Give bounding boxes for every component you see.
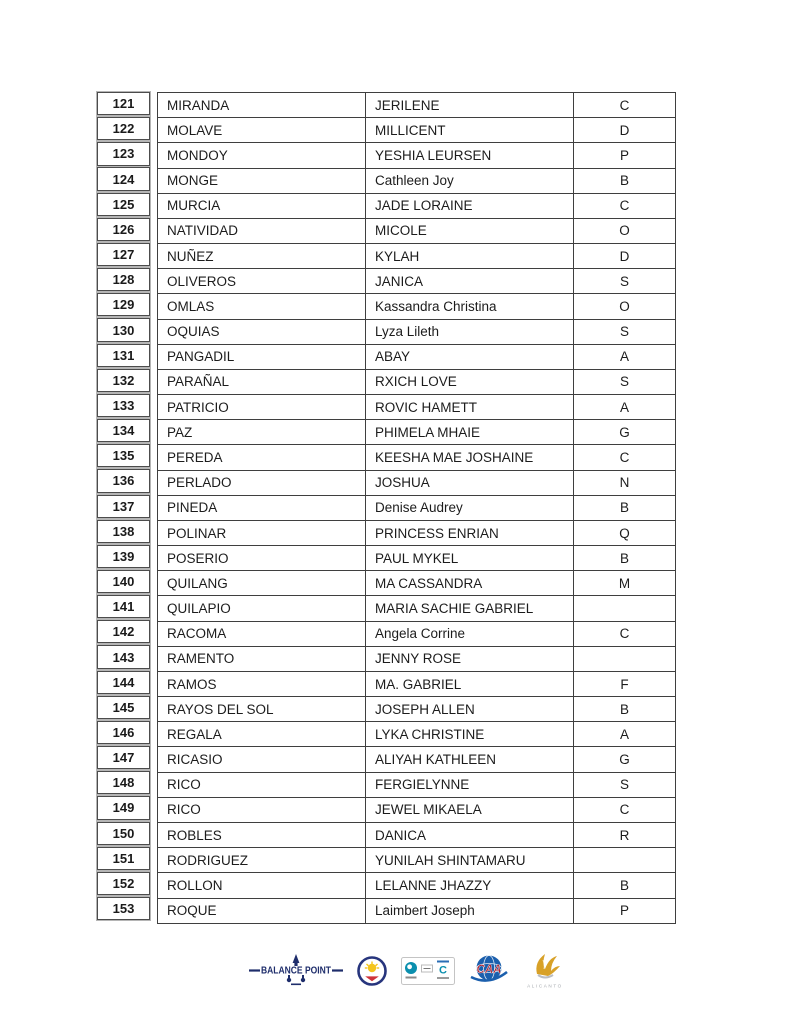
middle-initial-cell: S bbox=[574, 269, 676, 294]
first-name-cell: ALIYAH KATHLEEN bbox=[366, 747, 574, 772]
surname-cell: MURCIA bbox=[158, 193, 366, 218]
table-row bbox=[158, 168, 676, 193]
row-number: 132 bbox=[112, 372, 135, 388]
middle-initial-cell: F bbox=[574, 671, 676, 696]
student-roster bbox=[97, 92, 676, 924]
surname-cell: OMLAS bbox=[158, 294, 366, 319]
row-number: 128 bbox=[112, 272, 135, 288]
row-number: 137 bbox=[112, 498, 135, 514]
row-number: 138 bbox=[112, 523, 135, 539]
surname-cell: RICO bbox=[158, 772, 366, 797]
row-number-box bbox=[97, 696, 150, 719]
alicanto-logo bbox=[523, 950, 567, 992]
table-row bbox=[158, 344, 676, 369]
row-number-box bbox=[97, 620, 150, 643]
row-number: 148 bbox=[112, 775, 135, 791]
table-row bbox=[158, 118, 676, 143]
row-number: 146 bbox=[112, 725, 135, 740]
row-number: 125 bbox=[112, 196, 135, 212]
first-name-cell: KEESHA MAE JOSHAINE bbox=[366, 445, 574, 470]
middle-initial-cell: P bbox=[574, 143, 676, 168]
bird-icon bbox=[536, 954, 560, 978]
row-number-box bbox=[97, 645, 150, 668]
middle-initial-cell: N bbox=[574, 470, 676, 495]
row-number-box bbox=[97, 897, 150, 920]
table-row bbox=[158, 772, 676, 797]
table-row bbox=[158, 873, 676, 898]
surname-cell: PEREDA bbox=[158, 445, 366, 470]
surname-cell: MONGE bbox=[158, 168, 366, 193]
first-name-cell: JENNY ROSE bbox=[366, 646, 574, 671]
table-row bbox=[158, 747, 676, 772]
row-number-box bbox=[97, 117, 150, 140]
first-name-cell: JEWEL MIKAELA bbox=[366, 797, 574, 822]
first-name-cell: PAUL MYKEL bbox=[366, 546, 574, 571]
table-row bbox=[158, 722, 676, 747]
first-name-cell: Kassandra Christina bbox=[366, 294, 574, 319]
row-number: 152 bbox=[112, 875, 135, 891]
surname-cell: MOLAVE bbox=[158, 118, 366, 143]
first-name-cell: ROVIC HAMETT bbox=[366, 395, 574, 420]
first-name-cell: JANICA bbox=[366, 269, 574, 294]
first-name-cell: LYKA CHRISTINE bbox=[366, 722, 574, 747]
first-name-cell: PRINCESS ENRIAN bbox=[366, 520, 574, 545]
surname-cell: PANGADIL bbox=[158, 344, 366, 369]
row-number-box bbox=[97, 570, 150, 593]
middle-initial-cell: B bbox=[574, 495, 676, 520]
alicanto-label: ALICANTO bbox=[526, 983, 563, 989]
middle-initial-cell: O bbox=[574, 294, 676, 319]
table-row bbox=[158, 244, 676, 269]
row-number: 124 bbox=[112, 171, 135, 187]
middle-initial-cell: B bbox=[574, 697, 676, 722]
cert-c-label: C bbox=[438, 964, 447, 977]
row-number-box bbox=[97, 344, 150, 367]
row-number: 136 bbox=[112, 473, 135, 489]
surname-cell: RODRIGUEZ bbox=[158, 848, 366, 873]
row-number: 142 bbox=[112, 624, 135, 640]
table-row bbox=[158, 621, 676, 646]
row-number-box bbox=[97, 268, 150, 291]
certification-marks-logo bbox=[401, 957, 455, 985]
table-row bbox=[158, 822, 676, 847]
row-number-box bbox=[97, 520, 150, 543]
row-number: 145 bbox=[112, 699, 135, 715]
table-row bbox=[158, 495, 676, 520]
row-number-box bbox=[97, 293, 150, 316]
row-number-box bbox=[97, 771, 150, 794]
middle-initial-cell bbox=[574, 646, 676, 671]
surname-cell: PARAÑAL bbox=[158, 369, 366, 394]
row-number-box bbox=[97, 318, 150, 341]
middle-initial-cell: C bbox=[574, 445, 676, 470]
table-row bbox=[158, 697, 676, 722]
surname-cell: RAMOS bbox=[158, 671, 366, 696]
middle-initial-cell: R bbox=[574, 822, 676, 847]
row-number-box bbox=[97, 394, 150, 417]
seal-logo bbox=[357, 956, 387, 986]
row-number-box bbox=[97, 545, 150, 568]
balance-point-logo bbox=[249, 952, 343, 990]
surname-cell: OLIVEROS bbox=[158, 269, 366, 294]
row-number-box bbox=[97, 167, 150, 190]
surname-cell: MIRANDA bbox=[158, 93, 366, 118]
surname-cell: ROQUE bbox=[158, 898, 366, 923]
table-row bbox=[158, 646, 676, 671]
surname-cell: MONDOY bbox=[158, 143, 366, 168]
row-number: 129 bbox=[112, 297, 135, 313]
middle-initial-cell: B bbox=[574, 168, 676, 193]
first-name-cell: YESHIA LEURSEN bbox=[366, 143, 574, 168]
middle-initial-cell: D bbox=[574, 118, 676, 143]
table-row bbox=[158, 520, 676, 545]
row-number: 141 bbox=[112, 599, 135, 615]
first-name-cell: PHIMELA MHAIE bbox=[366, 420, 574, 445]
row-number-box bbox=[97, 444, 150, 467]
balance-point-label: BALANCE POINT bbox=[260, 964, 331, 977]
surname-cell: NUÑEZ bbox=[158, 244, 366, 269]
middle-initial-cell: O bbox=[574, 218, 676, 243]
middle-initial-cell bbox=[574, 848, 676, 873]
surname-cell: ROBLES bbox=[158, 822, 366, 847]
table-row bbox=[158, 470, 676, 495]
row-number-box bbox=[97, 847, 150, 870]
row-number-box bbox=[97, 469, 150, 492]
middle-initial-cell: B bbox=[574, 546, 676, 571]
row-number: 140 bbox=[112, 574, 135, 590]
first-name-cell: KYLAH bbox=[366, 244, 574, 269]
table-row bbox=[158, 269, 676, 294]
row-number-box bbox=[97, 142, 150, 165]
row-number-box bbox=[97, 822, 150, 845]
table-row bbox=[158, 143, 676, 168]
row-number-box bbox=[97, 595, 150, 618]
table-row bbox=[158, 93, 676, 118]
middle-initial-cell: P bbox=[574, 898, 676, 923]
surname-cell: POLINAR bbox=[158, 520, 366, 545]
table-row bbox=[158, 571, 676, 596]
middle-initial-cell bbox=[574, 596, 676, 621]
row-number: 135 bbox=[112, 448, 135, 464]
row-number: 150 bbox=[112, 825, 135, 841]
first-name-cell: MILLICENT bbox=[366, 118, 574, 143]
surname-cell: RAMENTO bbox=[158, 646, 366, 671]
middle-initial-cell: A bbox=[574, 344, 676, 369]
table-row bbox=[158, 546, 676, 571]
row-number: 121 bbox=[112, 96, 135, 112]
row-number: 133 bbox=[112, 397, 135, 413]
caa-label: CAA bbox=[476, 964, 501, 976]
roster-body bbox=[158, 93, 676, 924]
row-number-box bbox=[97, 419, 150, 442]
row-number-box bbox=[97, 92, 150, 115]
middle-initial-cell: S bbox=[574, 369, 676, 394]
first-name-cell: MA CASSANDRA bbox=[366, 571, 574, 596]
table-row bbox=[158, 671, 676, 696]
middle-initial-cell: S bbox=[574, 319, 676, 344]
row-number-box bbox=[97, 671, 150, 694]
first-name-cell: Laimbert Joseph bbox=[366, 898, 574, 923]
row-number-box bbox=[97, 218, 150, 241]
table-row bbox=[158, 596, 676, 621]
row-number: 130 bbox=[112, 322, 135, 338]
row-number-box bbox=[97, 721, 150, 744]
middle-initial-cell: B bbox=[574, 873, 676, 898]
middle-initial-cell: Q bbox=[574, 520, 676, 545]
row-number-box bbox=[97, 495, 150, 518]
row-number: 147 bbox=[112, 750, 135, 766]
surname-cell: RACOMA bbox=[158, 621, 366, 646]
surname-cell: RAYOS DEL SOL bbox=[158, 697, 366, 722]
number-column bbox=[97, 92, 150, 922]
first-name-cell: MARIA SACHIE GABRIEL bbox=[366, 596, 574, 621]
first-name-cell: DANICA bbox=[366, 822, 574, 847]
middle-initial-cell: M bbox=[574, 571, 676, 596]
row-number-box bbox=[97, 243, 150, 266]
middle-initial-cell: A bbox=[574, 395, 676, 420]
first-name-cell: Angela Corrine bbox=[366, 621, 574, 646]
row-number: 131 bbox=[112, 347, 135, 363]
surname-cell: REGALA bbox=[158, 722, 366, 747]
first-name-cell: Denise Audrey bbox=[366, 495, 574, 520]
surname-cell: PATRICIO bbox=[158, 395, 366, 420]
table-row bbox=[158, 193, 676, 218]
surname-cell: POSERIO bbox=[158, 546, 366, 571]
middle-initial-cell: D bbox=[574, 244, 676, 269]
table-row bbox=[158, 445, 676, 470]
surname-cell: QUILANG bbox=[158, 571, 366, 596]
table-row bbox=[158, 395, 676, 420]
row-number: 127 bbox=[112, 247, 135, 263]
surname-cell: OQUIAS bbox=[158, 319, 366, 344]
middle-initial-cell: C bbox=[574, 621, 676, 646]
middle-initial-cell: A bbox=[574, 722, 676, 747]
first-name-cell: MICOLE bbox=[366, 218, 574, 243]
table-row bbox=[158, 797, 676, 822]
row-number: 151 bbox=[112, 850, 135, 866]
middle-initial-cell: S bbox=[574, 772, 676, 797]
first-name-cell: JOSEPH ALLEN bbox=[366, 697, 574, 722]
row-number-box bbox=[97, 193, 150, 216]
surname-cell: PAZ bbox=[158, 420, 366, 445]
caa-logo bbox=[469, 954, 509, 988]
first-name-cell: JERILENE bbox=[366, 93, 574, 118]
table-row bbox=[158, 848, 676, 873]
first-name-cell: LELANNE JHAZZY bbox=[366, 873, 574, 898]
table-row bbox=[158, 369, 676, 394]
middle-initial-cell: C bbox=[574, 797, 676, 822]
row-number-box bbox=[97, 369, 150, 392]
surname-cell: ROLLON bbox=[158, 873, 366, 898]
table-row bbox=[158, 218, 676, 243]
row-number-box bbox=[97, 746, 150, 769]
row-number: 144 bbox=[112, 674, 135, 690]
footer-logos bbox=[249, 950, 567, 992]
surname-cell: PERLADO bbox=[158, 470, 366, 495]
table-row bbox=[158, 294, 676, 319]
surname-cell: QUILAPIO bbox=[158, 596, 366, 621]
first-name-cell: Cathleen Joy bbox=[366, 168, 574, 193]
first-name-cell: Lyza Lileth bbox=[366, 319, 574, 344]
row-number: 143 bbox=[112, 649, 135, 665]
row-number: 134 bbox=[112, 423, 135, 439]
row-number-box bbox=[97, 796, 150, 819]
table-row bbox=[158, 898, 676, 923]
first-name-cell: RXICH LOVE bbox=[366, 369, 574, 394]
row-number: 153 bbox=[112, 901, 135, 917]
roster-table bbox=[157, 92, 676, 924]
middle-initial-cell: G bbox=[574, 420, 676, 445]
middle-initial-cell: C bbox=[574, 193, 676, 218]
first-name-cell: FERGIELYNNE bbox=[366, 772, 574, 797]
surname-cell: RICASIO bbox=[158, 747, 366, 772]
row-number: 122 bbox=[112, 121, 135, 137]
row-number: 139 bbox=[112, 548, 135, 564]
first-name-cell: MA. GABRIEL bbox=[366, 671, 574, 696]
middle-initial-cell: C bbox=[574, 93, 676, 118]
first-name-cell: YUNILAH SHINTAMARU bbox=[366, 848, 574, 873]
table-row bbox=[158, 319, 676, 344]
middle-initial-cell: G bbox=[574, 747, 676, 772]
first-name-cell: JADE LORAINE bbox=[366, 193, 574, 218]
first-name-cell: ABAY bbox=[366, 344, 574, 369]
surname-cell: NATIVIDAD bbox=[158, 218, 366, 243]
row-number: 149 bbox=[112, 800, 135, 816]
table-row bbox=[158, 420, 676, 445]
row-number: 126 bbox=[112, 221, 135, 237]
cert-dash-mark-icon bbox=[421, 965, 432, 972]
surname-cell: RICO bbox=[158, 797, 366, 822]
row-number-box bbox=[97, 872, 150, 895]
surname-cell: PINEDA bbox=[158, 495, 366, 520]
row-number: 123 bbox=[112, 146, 135, 162]
first-name-cell: JOSHUA bbox=[366, 470, 574, 495]
